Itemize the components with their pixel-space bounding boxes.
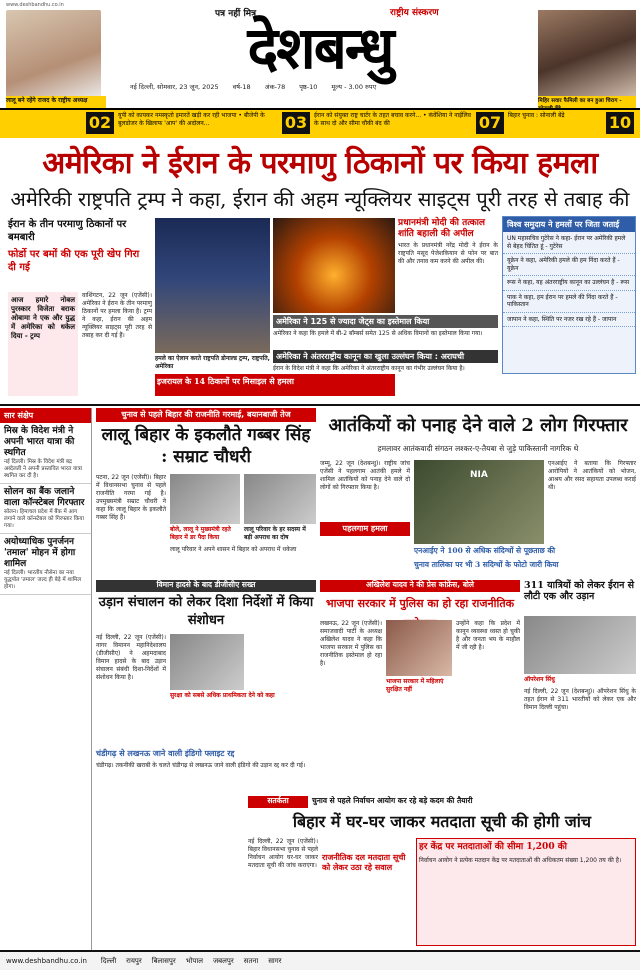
akhilesh-text: लखनऊ, 22 जून (एजेंसी)। समाजवादी पार्टी के अध्यक्ष अखिलेश यादव ने कहा कि भाजपा सरकार में पुलिस का राजनीतिक इस्तेमाल हो रहा है।: [320, 620, 382, 667]
edition-city: सागर: [268, 957, 282, 965]
bihar-cap2: लालू परिवार के हर सदस्य में बड़ी अपराध का दोष: [244, 526, 306, 541]
aviation-headline: उड़ान संचालन को लेकर दिशा निर्देशों में किया संशोधन: [98, 595, 314, 628]
voter-quote: राजनीतिक दल मतदाता सूची को लेकर उठा रहे सवाल: [322, 852, 406, 872]
page-num-4[interactable]: 10: [606, 112, 634, 134]
terror-text2: एनआईए ने बताया कि गिरफ्तार आरोपियों ने आतंकियों को भोजन, आश्रय और रसद सहायता उपलब्ध कराई थी।: [548, 460, 636, 491]
sidebar-item[interactable]: [0, 534, 91, 595]
lead-subhead: अमेरिकी राष्ट्रपति ट्रम्प ने कहा, ईरान की अहम न्यूक्लियर साइट्स पूरी तरह से तबाह की: [10, 187, 630, 211]
voter-headline: बिहार में घर-घर जाकर मतदाता सूची की होगी जांच: [292, 812, 592, 831]
section-divider: [0, 404, 640, 406]
sidebar-item[interactable]: [0, 484, 91, 534]
edition-city: दिल्ली: [100, 957, 117, 965]
flight-headline: 311 यात्रियों को लेकर ईरान से लौटी एक और उड़ान: [524, 580, 635, 602]
voter-box: [416, 838, 636, 946]
voter-kicker2: चुनाव से पहले निर्वाचन आयोग कर रहे बड़े कदम की तैयारी: [312, 796, 473, 805]
world-item: पाक ने कहा, हम ईरान पर हमले की निंदा करते हैं - पाकिस्तान: [503, 291, 635, 313]
page-num-2[interactable]: 03: [282, 112, 310, 134]
terror-text: जम्मू, 22 जून (देशबन्धु)। राष्ट्रीय जांच एजेंसी ने पहलगाम आतंकी हमले में शामिल आतंकियों को पनाह देने वाले दो लोगों को गिरफ्तार किया है।: [320, 460, 410, 491]
lalu-photo: [6, 10, 101, 100]
terror-subhead: हमलावर आतंकवादी संगठन लश्कर-ए-तैयबा से जुड़े पाकिस्तानी नागरिक थे: [377, 444, 579, 453]
world-reaction-box: [502, 216, 636, 374]
lead-bullets: [8, 218, 150, 288]
top-right-caption: मिहिर सवार फैमिली का बन हुआ चिराग -: [538, 96, 636, 108]
terror-headline: आतंकियों को पनाह देने वाले 2 लोग गिरफ्तार: [328, 415, 628, 436]
flight-photo: [524, 616, 636, 674]
world-head: विश्व समुदाय ने हमलों पर जिता जताई: [503, 217, 635, 232]
voter-text: नई दिल्ली, 22 जून (एजेंसी)। बिहार विधानसभा चुनाव से पहले निर्वाचन आयोग घर-घर जाकर मतदाता सूची की जांच कराएगा।: [248, 838, 318, 869]
trump-photo: [155, 218, 270, 353]
sidebar-item-title: सोलन का बैंक जलाने वाला कॉन्स्टेबल गिरफ्तार: [4, 487, 85, 508]
pahalgam-inset: पहलगाम हमला: [320, 522, 410, 536]
world-item: UN महासचिव गुटेरेस ने कहा- ईरान पर अमेरिकी हमले से बेहद चिंतित हूं - गुटेरेस: [503, 232, 635, 254]
lead-headline: अमेरिका ने ईरान के परमाणु ठिकानों पर किया हमला: [42, 146, 598, 181]
bihar-headline: लालू बिहार के इकलौते गब्बर सिंह : सम्राट चौधरी: [101, 425, 311, 467]
sidebar-item-title: अयोध्याधिक पुनर्जनन 'तमाल' मोहन में होगा शामिल: [4, 537, 76, 569]
world-item: जापान ने कहा, स्थिति पर नजर रख रहे हैं - जापान: [503, 313, 635, 328]
teaser-2[interactable]: ईरान को संयुक्त राष्ट्र चार्टर के तहत बचाव करने... • कंवेंशिया ने नाईलिव के साथ दो और सीमा चौकी बंद की: [314, 112, 472, 127]
aviation-cap: सुरक्षा को सबसे अधिक प्राथमिकता देने को कहा: [170, 692, 275, 699]
akhilesh-photo: [386, 620, 452, 676]
date: नई दिल्ली, सोमवार, 23 जून, 2025: [130, 83, 219, 91]
issue: अंक-78: [264, 83, 286, 91]
side-quote: आज हमारे नोबल पुरस्कार विजेता बराक ओबामा ने एक और युद्ध में अमेरिका को धकेल दिया - ट्रम्प: [11, 295, 75, 340]
lead-quote-box: [8, 292, 78, 396]
akhilesh-headline: भाजपा सरकार में पुलिस का हो रहा राजनीतिक: [325, 597, 515, 610]
voter-kicker: सतर्कता: [248, 796, 308, 808]
bullet-2: फोर्डो पर बमों की एक पूरी खेप गिरा दी गई: [8, 249, 140, 273]
samrat-photo: [170, 474, 240, 524]
edition-city: जबलपुर: [212, 957, 234, 965]
flight-cap: ऑपरेशन सिंधु: [524, 676, 555, 683]
edition-city: सतना: [243, 957, 259, 965]
aviation-text: नई दिल्ली, 22 जून (एजेंसी)। नागर विमानन महानिदेशालय (डीजीसीए) ने अहमदाबाद विमान हादसे के बाद उड़ान संचालन संबंधी दिशा-निर्देशों में संशोधन किया है।: [96, 634, 166, 681]
dgca-photo: [170, 634, 244, 690]
sidebar-head: सार संक्षेप: [0, 408, 91, 423]
nia-box2: चुनाव तालिका पर भी 3 सदिग्धों के फोटो जारी किया: [414, 560, 559, 569]
site-url[interactable]: www.deshbandhu.co.in: [6, 2, 64, 8]
indigo-head: चंडीगढ़ से लखनऊ जाने वाली इंडिगो फ्लाइट रद्द: [96, 748, 235, 758]
newspaper-logo: देशबन्धु: [247, 14, 393, 82]
us125-headline: अमेरिका ने 125 से ज्यादा जेट्स का इस्तेमाल किया: [273, 315, 498, 328]
sidebar-item-text: नई दिल्ली। मिस्र के विदेश मंत्री बद्र अब्देलती ने अपनी प्रस्तावित भारत यात्रा स्थगित कर दी है।: [4, 459, 83, 479]
footer-url[interactable]: www.deshbandhu.co.in: [6, 957, 87, 965]
edition-label: राष्ट्रीय संस्करण: [390, 8, 439, 18]
pm-box: [398, 218, 498, 313]
edition-city: रायपुर: [126, 957, 142, 965]
bihar-text: पटना, 22 जून (एजेंसी)। बिहार में विधानसभा चुनाव से पहले राजनीति गरमा गई है। उपमुख्यमंत्री सम्राट चौधरी ने कहा कि लालू बिहार के इकलौते गब्बर सिंह हैं।: [96, 474, 166, 521]
bihar-sub2: लालू परिवार ने अपने शासन में बिहार को अपराध में धकेला: [170, 546, 297, 553]
price: मूल्य - 3.00 रुपए: [331, 83, 377, 91]
issue-meta: [130, 82, 510, 94]
flight-text: नई दिल्ली, 22 जून (देशबन्धु)। ऑपरेशन सिंधु के तहत ईरान से 311 भारतीयों को लेकर एक और विमान दिल्ली पहुंचा।: [524, 688, 636, 711]
sidebar: [0, 408, 92, 958]
edition-cities: [101, 952, 292, 970]
page-num-3[interactable]: 07: [476, 112, 504, 134]
edition-city: भोपाल: [185, 957, 203, 965]
law-headline: अमेरिका ने अंतरराष्ट्रीय कानून का खुला उल्लंघन किया : अराघची: [273, 350, 498, 363]
pm-text: भारत के प्रधानमंत्री नरेंद्र मोदी ने ईरान के राष्ट्रपति मसूद पेजेशकियान से फोन पर बात की और तनाव कम करने की अपील की।: [398, 242, 498, 265]
nia-label: NIA: [470, 470, 488, 480]
voter-box-head: हर केंद्र पर मतदाताओं की सीमा 1,200 की: [419, 842, 567, 852]
sidebar-item-text: नई दिल्ली। भारतीय नौसेना का नया युद्धपोत 'तमाल' जल्द ही बेड़े में शामिल होगा।: [4, 570, 82, 590]
tagline: पत्र नहीं मित्र: [215, 9, 257, 19]
akhilesh-cap: भाजपा सरकार में महिलाएं सुरक्षित नहीं: [386, 678, 444, 693]
footer: [0, 950, 640, 970]
akhilesh-kicker: अखिलेश यादव ने की प्रेस कांफ्रेंस, बोले: [320, 580, 520, 592]
bihar-cap1: बोले, लालू ने मुख्यमंत्री रहते बिहार में डर पैदा किया: [170, 526, 231, 541]
sidebar-item-title: मिस्र के विदेश मंत्री ने अपनी भारत यात्रा की स्थगित: [4, 426, 75, 458]
world-item: यूक्रेन ने कहा, अमेरिकी हमले की हम निंदा करते हैं - यूक्रेन: [503, 254, 635, 276]
year: वर्ष-18: [232, 83, 251, 91]
pages: पृष्ठ-10: [299, 83, 318, 91]
voter-box-text: निर्वाचन आयोग ने प्रत्येक मतदान केंद्र पर मतदाताओं की अधिकतम संख्या 1,200 तय की है।: [419, 857, 622, 864]
law-text: ईरान के विदेश मंत्री ने कहा कि अमेरिका ने अंतरराष्ट्रीय कानून का गंभीर उल्लंघन किया है।: [273, 365, 465, 372]
akhilesh-text2: उन्होंने कहा कि प्रदेश में कानून व्यवस्था ध्वस्त हो चुकी है और जनता भय के माहौल में जी रही है।: [456, 620, 520, 651]
aviation-kicker: विमान हादसे के बाद डीजीसीए सख्त: [96, 580, 316, 592]
top-left-caption: लालू बने रहेंगे राजद के राष्ट्रीय अध्यक्ष: [6, 96, 106, 108]
nia-box1: एनआईए ने 100 से अधिक संदिग्धों से पूछताछ की: [414, 546, 556, 555]
actress-photo: [538, 10, 636, 100]
pm-headline: प्रधानमंत्री मोदी की तत्काल शांति बहाली की अपील: [398, 218, 486, 239]
teaser-1[interactable]: यूपी को कायकर नमस्कृतो इमारतें खड़ी कर रही भाजपा • बीजेपी के बुलडोजर के खिलाफ 'आप' की अदोलन...: [118, 112, 265, 127]
bullet-1: ईरान के तीन परमाणु ठिकानों पर बमबारी: [8, 219, 127, 243]
lalu-family-photo: [244, 474, 316, 524]
indigo-text: चंडीगढ़। तकनीकी खराबी के चलते चंडीगढ़ से लखनऊ जाने वाली इंडिगो की उड़ान रद्द कर दी गई।: [96, 762, 306, 769]
sidebar-item-text: सोलन। हिमाचल प्रदेश में बैंक में आग लगाने वाले कॉन्स्टेबल को गिरफ्तार किया गया।: [4, 509, 84, 529]
page-num-1[interactable]: 02: [86, 112, 114, 134]
world-item: रूस ने कहा, यह अंतरराष्ट्रीय कानून का उल्लंघन है - रूस: [503, 276, 635, 291]
lead-story: वाशिंगटन, 22 जून (एजेंसी)। अमेरिका ने ईरान के तीन परमाणु ठिकानों पर हमला किया है। ट्रम्प ने कहा, ईरान की अहम न्यूक्लियर साइट्स पूरी तरह से तबाह कर दी गई हैं।: [82, 292, 152, 339]
us125-text: अमेरिका ने कहा कि हमले में बी-2 बॉम्बर्स समेत 125 से अधिक विमानों का इस्तेमाल किया गया।: [273, 330, 483, 337]
bihar-banner: चुनाव से पहले बिहार की राजनीति गरमाई, बयानबाजी तेज: [96, 408, 316, 422]
sidebar-item[interactable]: [0, 423, 91, 484]
lower-left-head: इजरायल के 14 ठिकानों पर मिसाइल से हमला: [155, 374, 395, 396]
trump-photo-caption: हमले का ऐलान करते राष्ट्रपति डोनाल्ड ट्रम्प, राष्ट्रपति, अमेरिका: [155, 355, 270, 370]
edition-city: बिलासपुर: [151, 957, 176, 965]
teaser-3[interactable]: बिहार चुनाव : सोनाली बेंद्रे: [508, 112, 565, 119]
fire-photo: [273, 218, 395, 313]
masthead: [0, 0, 640, 108]
